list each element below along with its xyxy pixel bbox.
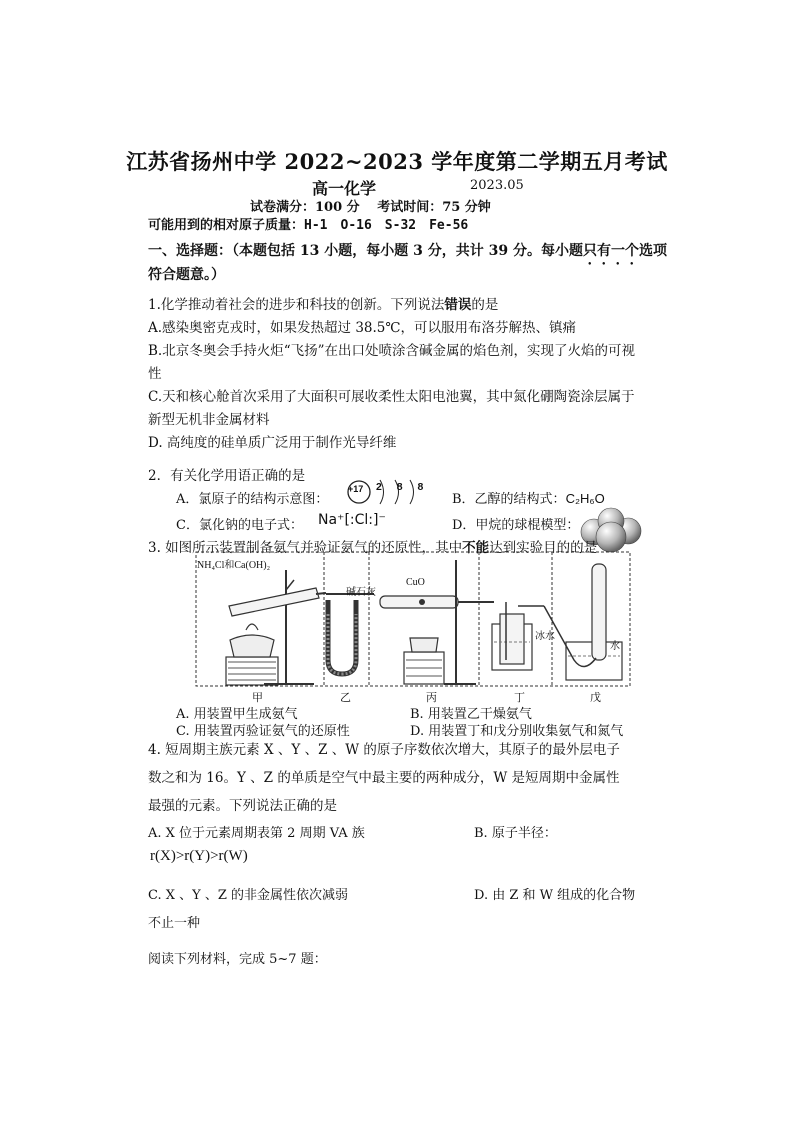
q1-option-b-line1: B.北京冬奥会手持火炬“飞扬”在出口处喷涂含碱金属的焰色剂，实现了火焰的可视 [148,343,636,359]
chlorine-nucleus-charge: +17 [348,484,364,494]
q4-option-b: B. 原子半径： [474,826,557,841]
q3-option-c: C. 用装置丙验证氨气的还原性 [176,724,350,739]
section1-line2: 符合题意。） [148,267,225,283]
atomic-mass-label: 可能用到的相对原子质量： [148,218,305,233]
chlorine-shell-electrons: 2 8 8 [376,481,430,493]
exam-subject: 高一化学 [312,179,377,198]
sodium-chloride-electron-formula: Na⁺[:Cl:]⁻ [318,512,386,528]
label-reagent: NH₄Cl和Ca(OH)₂ [197,560,271,571]
atomic-mass-line [148,214,468,233]
label-jia: 甲 [252,691,263,704]
q1-option-c-line2: 新型无机非金属材料 [148,412,270,428]
q3-option-b: B. 用装置乙干燥氨气 [410,707,532,722]
section1-emphasis: 只有一个 [582,243,639,259]
apparatus-diagram [194,550,632,704]
q3-stem-b: 达到实验目的的是 [489,540,598,556]
q2-option-a: A．氯原子的结构示意图： [176,492,329,507]
q4-radius-expression: r(X)>r(Y)>r(W) [150,848,248,864]
section1-text-a: 一、选择题：（本题包括 13 小题，每小题 3 分，共计 39 分。每小题 [148,243,583,259]
q2-stem: 2．有关化学用语正确的是 [148,468,306,484]
score-time-line: 试卷满分：100 分 考试时间：75 分钟 [250,200,491,215]
q1-stem-a: 1.化学推动着社会的进步和科技的创新。下列说法 [148,297,445,313]
q2-option-d: D．甲烷的球棍模型： [452,518,580,533]
q3-stem-a: 3. 如图所示装置制备氨气并验证氨气的还原性，其中 [148,540,463,556]
apparatus-bing [380,560,494,684]
q2-option-b [452,488,605,507]
q3-option-d: D. 用装置丁和戊分别收集氨气和氮气 [410,724,624,739]
q1-option-c-line1: C.天和核心舱首次采用了大面积可展收柔性太阳电池翼，其中氮化硼陶瓷涂层属于 [148,389,635,405]
apparatus-wu [544,564,622,680]
q4-option-a: A. X 位于元素周期表第 2 周期 VA 族 [148,826,365,841]
q4-stem-line3: 最强的元素。下列说法正确的是 [148,798,337,814]
q3-stem-emphasis: 不能 [462,540,490,556]
section1-text-b: 选项 [638,243,667,259]
chlorine-atom-diagram [340,474,430,514]
section1-line1 [148,240,667,268]
q3-option-a: A. 用装置甲生成氨气 [176,707,298,722]
q4-option-c: C. X 、Y 、Z 的非金属性依次减弱 [148,888,349,903]
exam-date: 2023.05 [470,178,524,193]
q1-option-d: D. 高纯度的硅单质广泛用于制作光导纤维 [148,435,397,451]
q2-option-b-label: B．乙醇的结构式： [452,492,566,507]
label-soda-lime: 碱石灰 [346,587,376,598]
atomic-mass-values: H-1 O-16 S-32 Fe-56 [304,218,469,233]
q1-option-b-line2: 性 [148,366,162,382]
q2-option-c: C．氯化钠的电子式： [176,518,303,533]
label-cuo: CuO [406,577,425,588]
label-bing: 丙 [426,691,437,704]
apparatus-jia [226,570,326,685]
q1-stem-b: 的是 [471,297,499,313]
label-water: 水 [610,641,620,652]
q4-stem-line1: 4. 短周期主族元素 X 、Y 、Z 、W 的原子序数依次增大，其原子的最外层电子 [148,742,620,758]
apparatus-yi [326,594,374,674]
label-ding: 丁 [514,691,525,704]
label-wu: 戊 [590,691,601,704]
q1-stem [148,293,498,313]
q1-stem-emphasis: 错误 [444,297,472,313]
exam-title: 江苏省扬州中学 2022~2023 学年度第二学期五月考试 [126,149,668,174]
label-yi: 乙 [340,691,351,704]
q4-option-d: D. 由 Z 和 W 组成的化合物 [474,888,636,903]
reading-prompt: 阅读下列材料，完成 5~7 题： [148,952,327,967]
q4-option-d-line2: 不止一种 [148,916,201,931]
ethanol-formula: C₂H₆O [565,491,605,506]
q1-option-a: A.感染奥密克戎时，如果发热超过 38.5℃，可以服用布洛芬解热、镇痛 [148,320,576,336]
label-ice-water: 冰水 [535,631,555,642]
q4-stem-line2: 数之和为 16。Y 、Z 的单质是空气中最主要的两种成分，W 是短周期中金属性 [148,770,620,786]
